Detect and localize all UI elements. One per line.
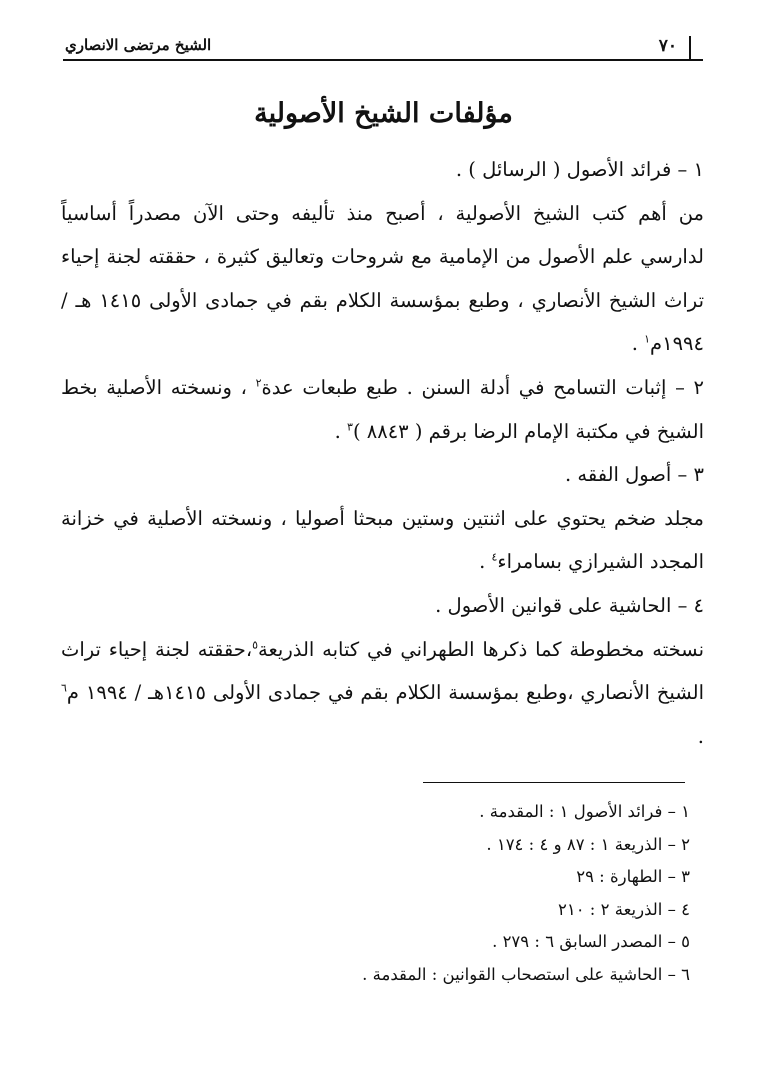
footnote-ref-4[interactable]: ٤	[491, 550, 498, 564]
footnote-ref-3[interactable]: ٣	[347, 420, 353, 434]
item-heading-1: ١ – فرائد الأصول ( الرسائل ) .	[455, 158, 704, 181]
footnote-4: ٤ – الذريعة ٢ : ٢١٠	[557, 899, 690, 919]
footnote-6: ٦ – الحاشية على استصحاب القوانين : المقدمة .	[362, 964, 690, 984]
footnotes	[70, 796, 690, 992]
footnote-ref-6[interactable]: ٦	[61, 681, 67, 695]
footnote-3: ٣ – الطهارة : ٢٩	[576, 867, 690, 887]
running-title: الشيخ مرتضى الانصاري	[65, 36, 212, 54]
footnote-ref-1[interactable]: ١	[644, 332, 651, 346]
header-tick	[689, 36, 691, 60]
item-heading-4: ٤ – الحاشية على قوانين الأصول .	[435, 593, 704, 617]
page-number: ٧٠	[658, 36, 677, 56]
main-text	[61, 148, 704, 758]
item-paragraph-1: من أهم كتب الشيخ الأصولية ، أصبح منذ تأليفه وحتى الآن مصدراً أساسياً لدارسي علم الأصول من الإمامية مع شروحات وتعاليق كثيرة ، حققته لجنة إحياء تراث الشيخ الأنصاري ، وطبع بمؤسسة الكلام بقم في جمادى الأولى ١٤١٥ هـ / ١٩٩٤م$^١$ .	[61, 201, 704, 356]
footnote-1: ١ – فرائد الأصول ١ : المقدمة .	[479, 802, 690, 821]
footnote-2: ٢ – الذريعة ١ : ٨٧ و ٤ : ١٧٤ .	[486, 834, 690, 854]
footnote-divider	[423, 782, 685, 783]
item-paragraph-4: نسخته مخطوطة كما ذكرها الطهراني في كتابه الذريعة$^٥$،حققته لجنة إحياء تراث الشيخ الأنصاري ،وطبع بمؤسسة الكلام بقم في جمادى الأولى ١٤١٥هـ / ١٩٩٤ م$^٦$ .	[61, 637, 705, 748]
running-header	[63, 28, 703, 58]
footnote-ref-5[interactable]: ٥	[252, 638, 259, 652]
footnote-5: ٥ – المصدر السابق ٦ : ٢٧٩ .	[492, 932, 690, 952]
page-title: مؤلفات الشيخ الأصولية	[254, 98, 513, 129]
header-rule	[63, 59, 703, 61]
item-heading-3: ٣ – أصول الفقه .	[565, 463, 704, 487]
item-paragraph-2: ٢ – إثبات التسامح في أدلة السنن . طبع طبعات عدة$^٢$ ، ونسخته الأصلية بخط الشيخ في مكتبة الإمام الرضا برقم ( ٨٨٤٣ )$^٣$ .	[61, 375, 704, 443]
footnote-ref-2[interactable]: ٢	[255, 376, 262, 390]
item-paragraph-3: مجلد ضخم يحتوي على اثنتين وستين مبحثا أصوليا ، ونسخته الأصلية في خزانة المجدد الشيرازي بسامراء$^٤$ .	[61, 506, 704, 574]
